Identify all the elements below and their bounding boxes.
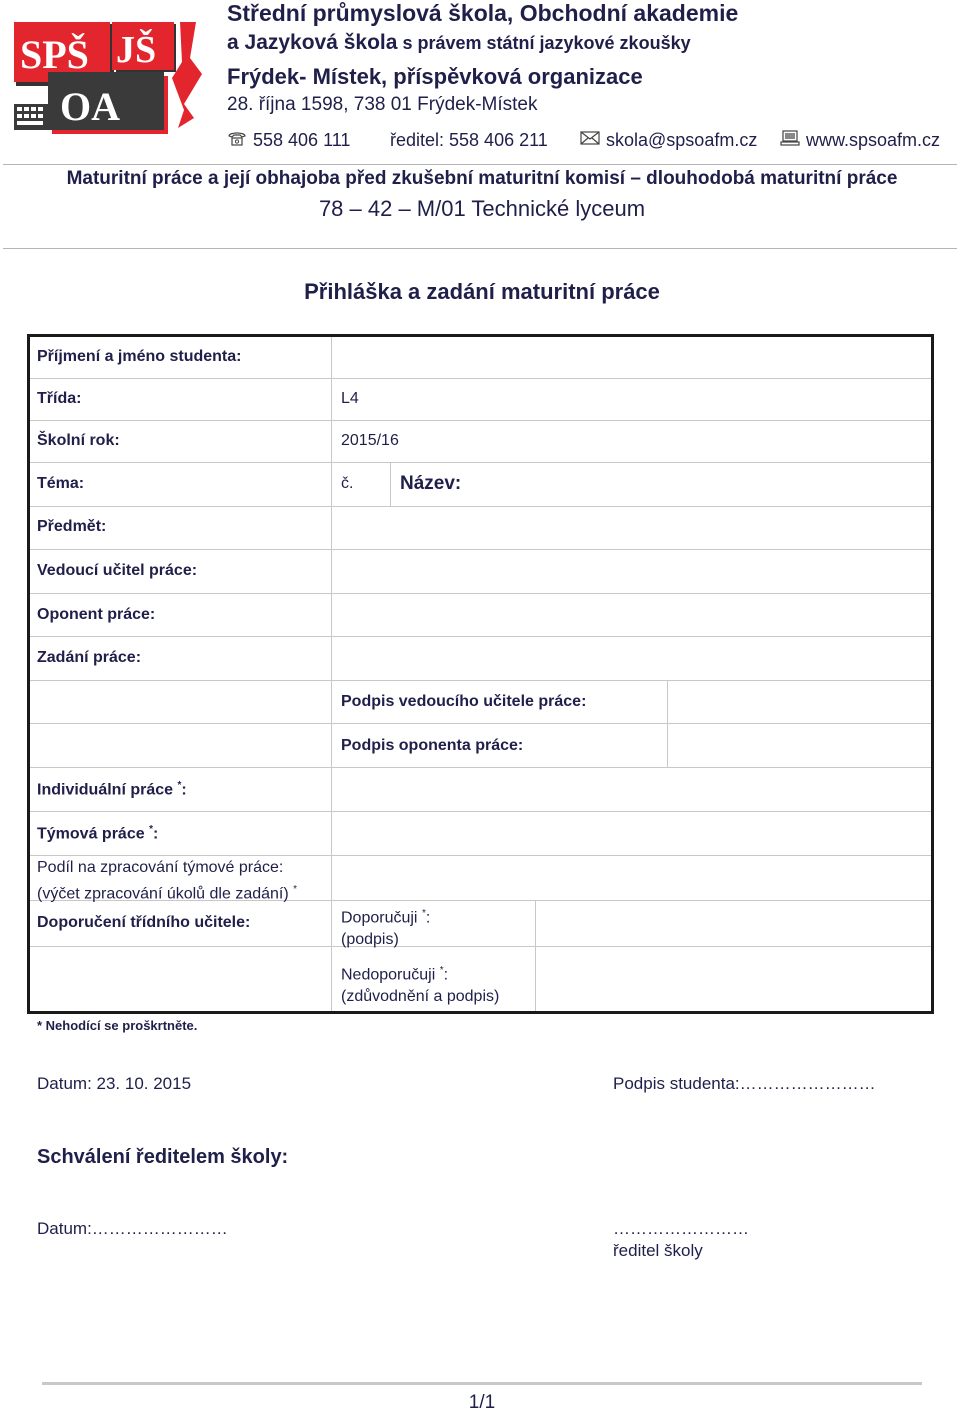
assignment-label: Zadání práce: [37,649,142,666]
topic-number-label: č. [341,475,354,492]
student-name-label: Příjmení a jméno studenta: [37,348,242,365]
recommend-signature-field[interactable] [536,901,930,946]
class-value[interactable]: L4 [341,390,359,407]
contact-email[interactable] [580,130,757,151]
opponent-signature-label: Podpis oponenta práce: [341,737,524,754]
logo-sps: SPŠ [20,32,89,77]
header-divider [3,164,957,165]
director-label: ředitel školy [613,1241,703,1260]
student-signature-line[interactable]: Podpis studenta:…………………… [613,1074,876,1093]
school-name-line2-small: s právem státní jazykové zkoušky [397,33,691,53]
envelope-icon [580,130,600,151]
topic-number-divider [390,462,391,506]
recommend-label: Doporučuji *: (podpis) [341,908,431,949]
phone-number: 558 406 111 [253,130,351,150]
subtitle-divider [3,248,957,249]
team-work-label: Týmová práce *: [37,824,159,843]
row-divider [30,378,931,379]
student-name-field[interactable] [332,338,930,378]
assignment-field[interactable] [332,637,930,680]
opponent-label: Oponent práce: [37,606,156,623]
approval-date[interactable]: Datum:…………………… [37,1219,228,1238]
subject-label: Předmět: [37,518,107,535]
not-recommend-field[interactable] [536,947,930,1011]
supervisor-signature-field[interactable] [668,681,930,723]
subject-field[interactable] [332,507,930,549]
school-name-line1: Střední průmyslová škola, Obchodní akademie [227,0,739,26]
row-divider [30,462,931,463]
school-name-line2 [227,31,691,55]
topic-label: Téma: [37,475,85,492]
footnote: * Nehodící se proškrtněte. [37,1018,198,1033]
row-divider [30,420,931,421]
field-of-study: 78 – 42 – M/01 Technické lyceum [318,196,646,221]
team-share-label: Podíl na zpracování týmové práce: (výčet zpracování úkolů dle zadání) * [37,859,298,903]
individual-work-field[interactable] [332,768,930,811]
director-signature-dots[interactable]: …………………… [613,1219,749,1238]
computer-icon [780,130,800,151]
date-line: Datum: 23. 10. 2015 [37,1074,192,1093]
logo-js: JŠ [116,29,157,71]
team-share-field[interactable] [332,856,930,900]
individual-work-label: Individuální práce *: [37,780,187,799]
director-phone: ředitel: 558 406 211 [390,130,548,150]
exam-subtitle: Maturitní práce a její obhajoba před zkušební maturitní komisí – dlouhodobá maturitní práce [66,168,898,189]
contact-website[interactable] [780,130,940,151]
team-work-field[interactable] [332,812,930,855]
supervisor-signature-label: Podpis vedoucího učitele práce: [341,693,587,710]
school-address: 28. října 1598, 738 01 Frýdek-Místek [227,94,538,115]
contact-phone [227,130,350,151]
approval-title: Schválení ředitelem školy: [37,1146,289,1168]
school-year-label: Školní rok: [37,432,120,449]
opponent-signature-field[interactable] [668,724,930,767]
opponent-field[interactable] [332,594,930,636]
website-link[interactable]: www.spsoafm.cz [806,130,941,150]
school-name-line3: Frýdek- Místek, příspěvková organizace [227,64,643,89]
form-title: Přihláška a zadání maturitní práce [304,279,660,304]
logo-oa: OA [60,84,120,129]
phone-icon [227,130,247,151]
topic-name-label: Název: [400,473,462,494]
school-logo [12,18,208,138]
school-year-value[interactable]: 2015/16 [341,432,399,449]
school-name-line2-main: a Jazyková škola [227,31,398,54]
supervisor-label: Vedoucí učitel práce: [37,562,198,579]
class-teacher-label: Doporučení třídního učitele: [37,914,251,931]
email-link[interactable]: skola@spsoafm.cz [606,130,758,150]
page-number: 1/1 [468,1392,496,1413]
class-label: Třída: [37,390,82,407]
footer-divider [42,1382,922,1385]
not-recommend-label: Nedoporučuji *: (zdůvodnění a podpis) [341,965,500,1006]
contact-director [390,130,548,151]
supervisor-field[interactable] [332,550,930,593]
